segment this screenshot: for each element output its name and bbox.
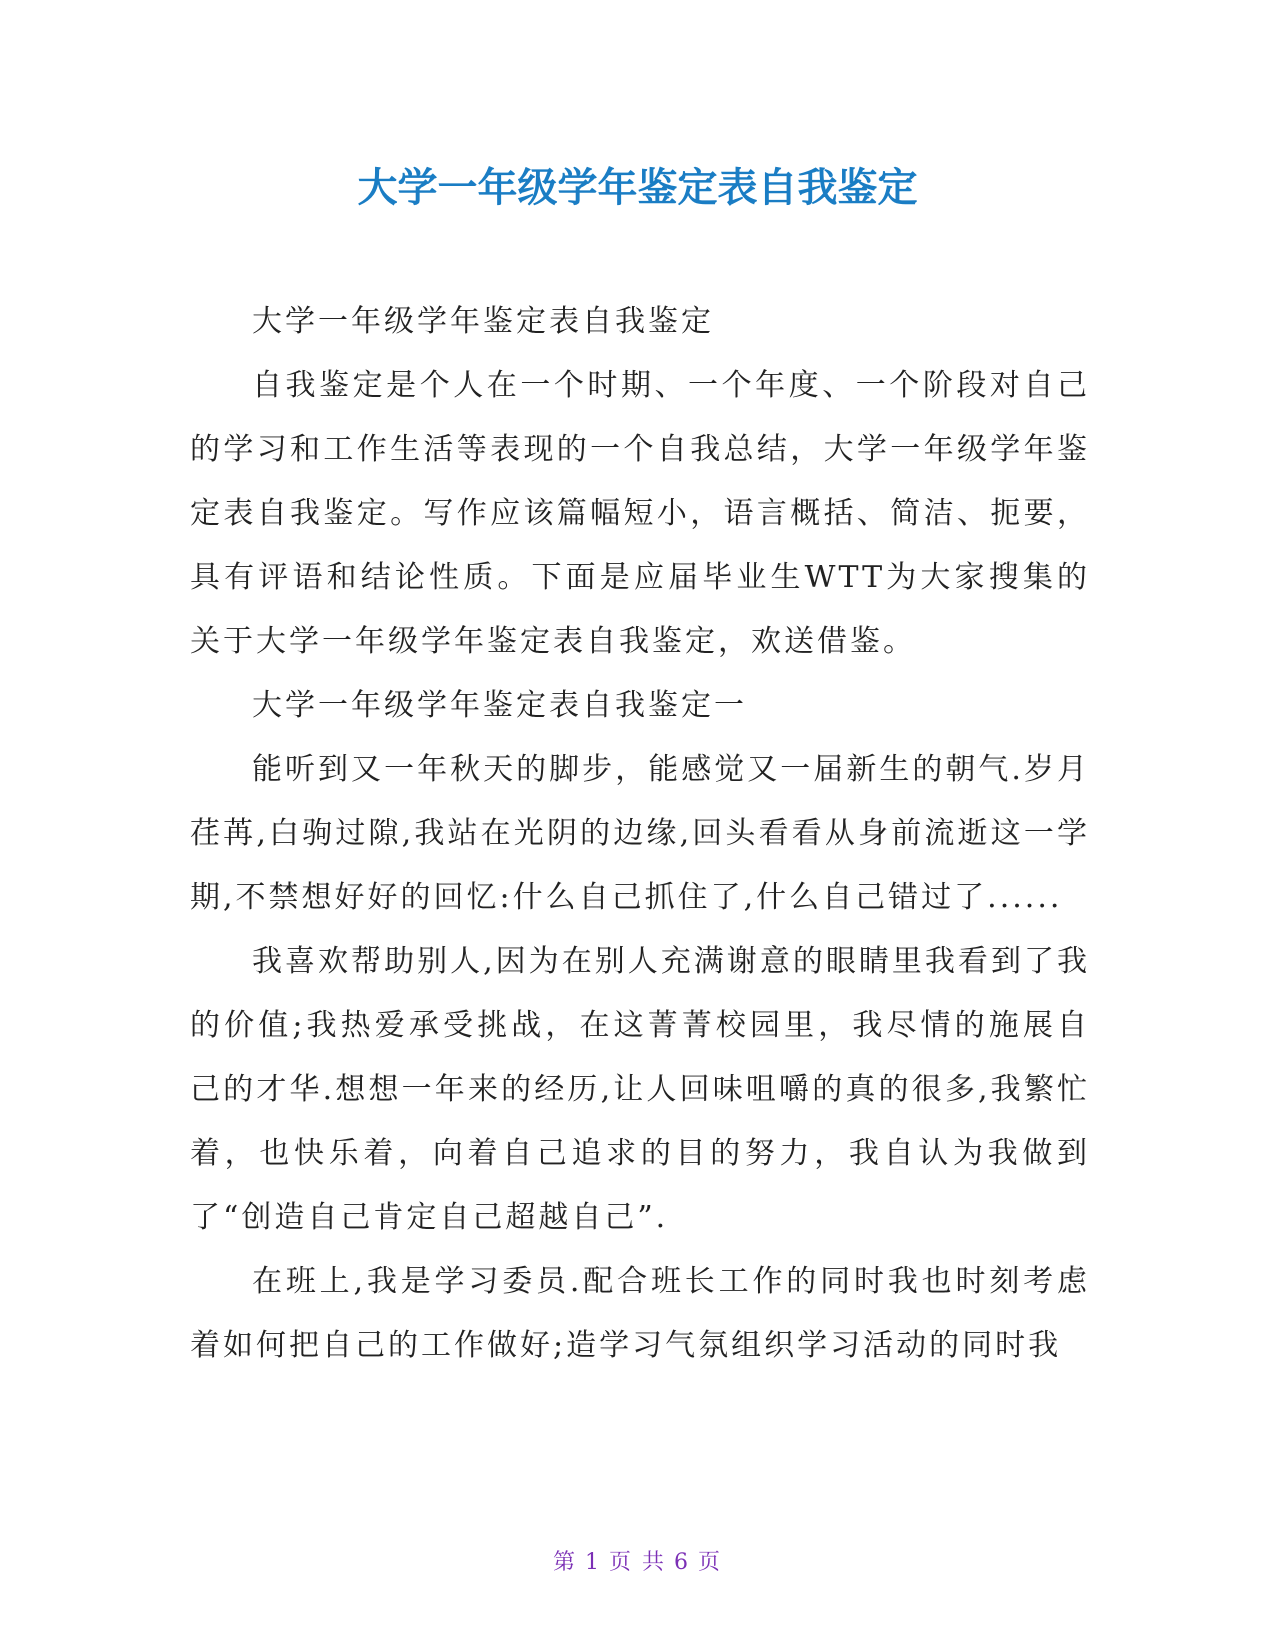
paragraph-subtitle: 大学一年级学年鉴定表自我鉴定 xyxy=(252,304,714,339)
document-title: 大学一年级学年鉴定表自我鉴定 xyxy=(357,165,918,211)
footer-total-pages: 6 xyxy=(674,1550,690,1575)
paragraph-body: 在班上,我是学习委员.配合班长工作的同时我也时刻考虑着如何把自己的工作做好;造学习气氛组织学习活动的同时我 xyxy=(190,1264,1090,1363)
paragraph-intro: 自我鉴定是个人在一个时期、一个年度、一个阶段对自己的学习和工作生活等表现的一个自我总结，大学一年级学年鉴定表自我鉴定。写作应该篇幅短小，语言概括、简洁、扼要，具有评语和结论性质。下面是应届毕业生WTT为大家搜集的关于大学一年级学年鉴定表自我鉴定，欢送借鉴。 xyxy=(190,368,1090,659)
footer-middle: 页 共 xyxy=(609,1550,666,1575)
footer-page-number: 1 xyxy=(585,1550,601,1575)
document-body xyxy=(190,290,1090,1378)
paragraph-body: 我喜欢帮助别人,因为在别人充满谢意的眼睛里我看到了我的价值;我热爱承受挑战，在这菁菁校园里，我尽情的施展自己的才华.想想一年来的经历,让人回味咀嚼的真的很多,我繁忙着，也快乐着，向着自己追求的目的努力，我自认为我做到了“创造自己肯定自己超越自己”. xyxy=(190,944,1090,1235)
page-footer xyxy=(0,1548,1275,1578)
footer-suffix: 页 xyxy=(698,1550,723,1575)
paragraph-section-heading: 大学一年级学年鉴定表自我鉴定一 xyxy=(252,688,747,723)
footer-prefix: 第 xyxy=(552,1550,577,1575)
paragraph-body: 能听到又一年秋天的脚步，能感觉又一届新生的朝气.岁月荏苒,白驹过隙,我站在光阴的边缘,回头看看从身前流逝这一学期,不禁想好好的回忆:什么自己抓住了,什么自己错过了...... xyxy=(190,752,1090,915)
